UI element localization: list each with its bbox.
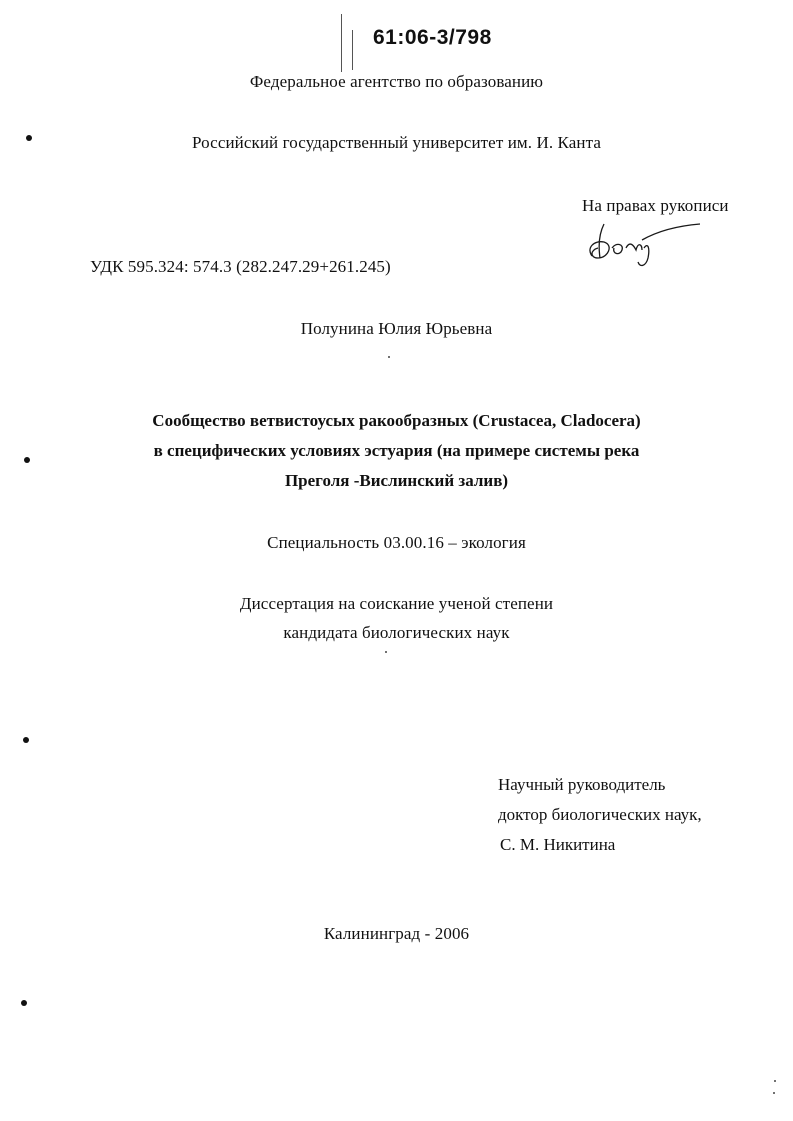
signature <box>584 218 704 270</box>
degree-line-1: Диссертация на соискание ученой степени <box>239 594 554 613</box>
university-name: Российский государственный университет им. И. Канта <box>192 133 601 152</box>
scan-line-left <box>341 14 342 72</box>
title-line: Сообщество ветвистоусых ракообразных (Crustacea, Cladocera) <box>152 411 641 430</box>
punch-hole-dot <box>23 737 29 743</box>
place-and-year: Калининград - 2006 <box>323 924 470 943</box>
author-name: Полунина Юлия Юрьевна <box>300 319 493 338</box>
scan-speck <box>773 1092 775 1094</box>
scan-speck <box>774 1080 776 1082</box>
specialty: Специальность 03.00.16 – экология <box>267 533 526 552</box>
scan-speck <box>385 651 387 653</box>
supervisor-block <box>498 770 702 860</box>
degree-line-2: кандидата биологических наук <box>283 623 510 642</box>
dissertation-title <box>0 406 793 496</box>
scan-speck <box>388 356 390 358</box>
scan-line-right <box>352 30 353 70</box>
punch-hole-dot <box>26 135 32 141</box>
agency-name: Федеральное агентство по образованию <box>249 72 544 91</box>
manuscript-rights: На правах рукописи <box>582 196 729 215</box>
punch-hole-dot <box>21 1000 27 1006</box>
title-line: Преголя -Вислинский залив) <box>284 471 509 490</box>
supervisor-role: Научный руководитель <box>498 775 666 794</box>
supervisor-name: С. М. Никитина <box>500 835 616 854</box>
punch-hole-dot <box>24 457 30 463</box>
supervisor-degree: доктор биологических наук, <box>498 805 702 824</box>
udk-code: УДК 595.324: 574.3 (282.247.29+261.245) <box>90 257 391 276</box>
title-line: в специфических условиях эстуария (на примере системы река <box>153 441 640 460</box>
archive-number: 61:06-3/798 <box>373 26 492 49</box>
